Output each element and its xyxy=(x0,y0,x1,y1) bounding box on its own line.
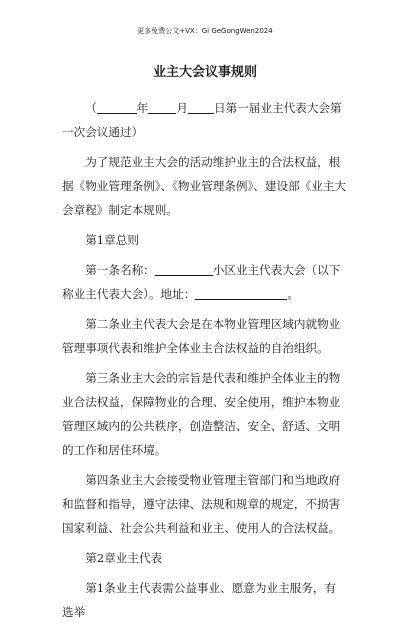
document-title: 业主大会议事规则 xyxy=(152,65,257,80)
month-blank xyxy=(148,101,176,114)
preamble-paragraph: 为了规范业主大会的活动维护业主的合法权益，根据《物业管理条例》、《物业管理条例》、建设部《业主大会章程》制定本规则。 xyxy=(62,155,347,217)
month-label: 月 xyxy=(176,101,189,115)
adoption-rest: 日第一届业主代表大会第一次会议通过） xyxy=(62,101,342,139)
year-blank xyxy=(97,101,137,114)
article-2-paragraph: 第二条业主代表大会是在本物业管理区域内就物业管理事项代表和维护全体业主合法权益的自治组织。 xyxy=(62,317,341,355)
chapter-2-heading: 第2章业主代表 xyxy=(85,551,163,565)
article-1-paragraph xyxy=(62,258,347,306)
adoption-note xyxy=(62,96,347,144)
chapter-2-article-1-paragraph: 第1条业主代表需公益事业、愿意为业主服务，有选举 xyxy=(62,581,337,619)
article-1-end: 。 xyxy=(287,287,299,301)
article-3-paragraph: 第三条业主大会的宗旨是代表和维护全体业主的物业合法权益，保障物业的合理、安全使用，维护本物业管理区域内的公共秩序，创造整洁、安全、舒适、文明的工作和居住环境。 xyxy=(62,371,341,457)
name-blank xyxy=(155,263,213,276)
year-label: 年 xyxy=(136,101,149,115)
header-note: 更多免费公文+VX：Gi GeGongWen2024 xyxy=(137,27,273,35)
article-1-prefix: 第一条名称： xyxy=(85,263,155,277)
article-1-middle: 小区业主代表大会（以下称业主代表大会）。地址： xyxy=(62,263,341,301)
address-blank xyxy=(195,287,287,300)
article-4-paragraph: 第四条业主大会接受物业管理主管部门和当地政府和监督和指导，遵守法律、法规和规章的规定，不损害国家利益、社会公共利益和业主、使用人的合法权益。 xyxy=(62,473,341,535)
day-blank xyxy=(188,101,214,114)
document-body xyxy=(62,96,347,630)
adoption-open-paren: （ xyxy=(85,101,97,115)
chapter-1-heading: 第1章总则 xyxy=(85,233,139,247)
